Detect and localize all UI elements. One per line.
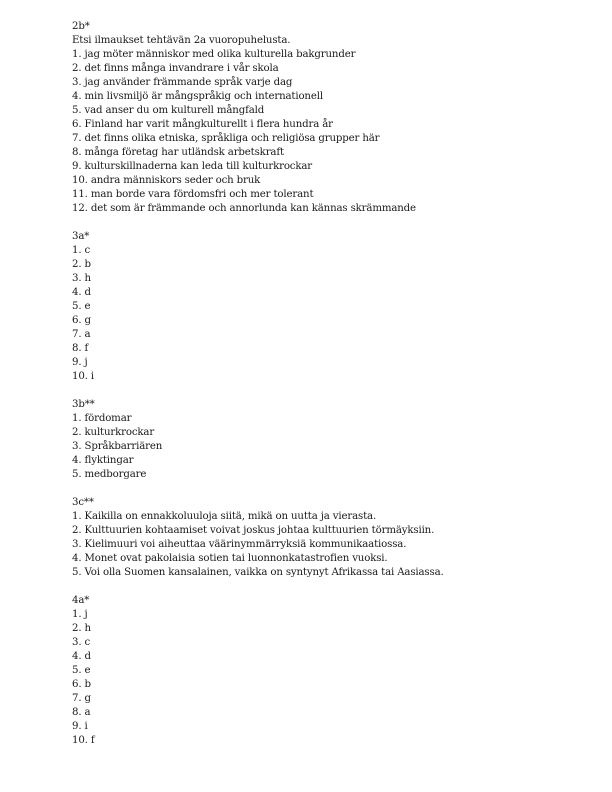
list-item: 2. kulturkrockar [72,427,155,438]
list-item: 4. flyktingar [72,455,134,466]
section-3a [72,230,542,384]
list-item: 9. i [72,721,88,732]
list-item: 5. e [72,665,91,676]
list-item: 9. j [72,357,88,368]
list-item: 3. jag använder främmande språk varje dag [72,77,293,88]
list-item: 8. många företag har utländsk arbetskraft [72,147,284,158]
section-heading: 2b* [72,21,90,32]
list-item: 9. kulturskillnaderna kan leda till kulturkrockar [72,161,313,172]
list-item: 1. Kaikilla on ennakkoluuloja siitä, mikä on uutta ja vierasta. [72,511,377,522]
list-item: 4. min livsmiljö är mångspråkig och internationell [72,91,323,102]
list-item: 2. det finns många invandrare i vår skola [72,63,279,74]
section-intro: Etsi ilmaukset tehtävän 2a vuoropuhelusta. [72,35,291,46]
list-item: 5. vad anser du om kulturell mångfald [72,105,265,116]
section-2b [72,20,542,216]
list-item: 5. e [72,301,91,312]
list-item: 10. i [72,371,94,382]
section-3c [72,496,542,580]
list-item: 10. andra människors seder och bruk [72,175,261,186]
list-item: 3. h [72,273,91,284]
list-item: 12. det som är främmande och annorlunda kan kännas skrämmande [72,203,416,214]
list-item: 1. fördomar [72,413,132,424]
list-item: 6. g [72,315,91,326]
spacer [72,384,542,398]
list-item: 7. g [72,693,91,704]
list-item: 5. medborgare [72,469,147,480]
list-item: 6. b [72,679,91,690]
section-heading: 3c** [72,497,94,508]
list-item: 6. Finland har varit mångkulturellt i flera hundra år [72,119,333,130]
list-item: 2. h [72,623,91,634]
document-page [72,20,542,748]
section-heading: 3a* [72,231,90,242]
list-item: 4. Monet ovat pakolaisia sotien tai luonnonkatastrofien vuoksi. [72,553,388,564]
list-item: 7. det finns olika etniska, språkliga och religiösa grupper här [72,133,380,144]
section-heading: 4a* [72,595,90,606]
spacer [72,482,542,496]
spacer [72,580,542,594]
list-item: 3. Språkbarriären [72,441,163,452]
list-item: 2. b [72,259,91,270]
list-item: 2. Kulttuurien kohtaamiset voivat joskus johtaa kulttuurien törmäyksiin. [72,525,435,536]
list-item: 3. Kielimuuri voi aiheuttaa väärinymmärryksiä kommunikaatiossa. [72,539,407,550]
spacer [72,216,542,230]
list-item: 4. d [72,287,91,298]
section-3b [72,398,542,482]
list-item: 7. a [72,329,91,340]
list-item: 5. Voi olla Suomen kansalainen, vaikka on syntynyt Afrikassa tai Aasiassa. [72,567,444,578]
list-item: 1. jag möter människor med olika kulturella bakgrunder [72,49,356,60]
list-item: 1. c [72,245,91,256]
list-item: 8. a [72,707,91,718]
list-item: 8. f [72,343,89,354]
section-4a [72,594,542,748]
list-item: 11. man borde vara fördomsfri och mer tolerant [72,189,314,200]
section-heading: 3b** [72,399,95,410]
list-item: 1. j [72,609,88,620]
list-item: 4. d [72,651,91,662]
list-item: 3. c [72,637,91,648]
list-item: 10. f [72,735,95,746]
